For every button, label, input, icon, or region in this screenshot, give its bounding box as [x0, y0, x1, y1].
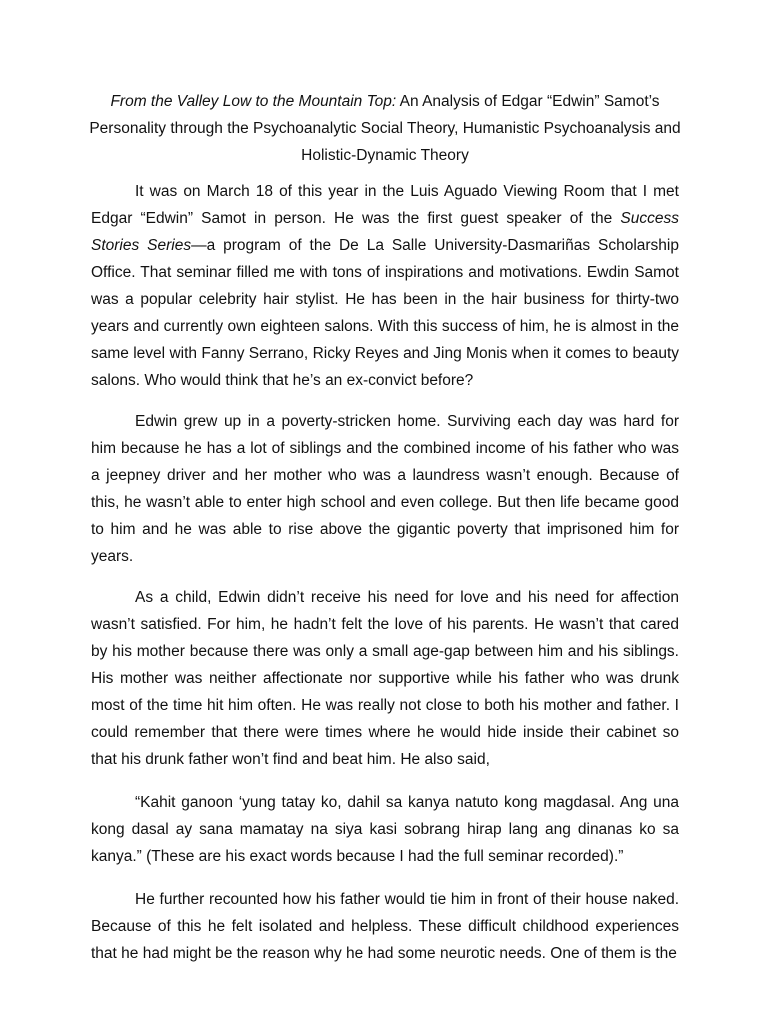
title-italic: From the Valley Low to the Mountain Top: — [110, 93, 397, 110]
paragraph-1-end: —a program of the De La Salle University-Dasmariñas Scholarship Office. That seminar filled me with tons of inspirations and motivations. Ewdin Samot was a popular celebrity hair stylist. He has been in the hair business for thirty-two years and currently own eighteen salons. With this success of him, he is almost in the same level with Fanny Serrano, Ricky Reyes and Jing Monis when it comes to beauty salons. Who would think that he’s an ex-convict before? — [91, 237, 679, 389]
title-rest: An Analysis of Edgar “Edwin” Samot’s Personality through the Psychoanalytic Social Theory, Humanistic Psychoanalysis and Holistic-Dynamic Theory — [89, 93, 681, 164]
paragraph-1 — [91, 178, 679, 394]
paragraph-3: As a child, Edwin didn’t receive his need for love and his need for affection wasn’t satisfied. For him, he hadn’t felt the love of his parents. He wasn’t that cared by his mother because there was only a small age-gap between him and his siblings. His mother was neither affectionate nor supportive while his father who was drunk most of the time hit him often. He was really not close to both his mother and father. I could remember that there were times where he would hide inside their cabinet so that his drunk father won’t find and beat him. He also said, — [91, 589, 679, 768]
quote-paragraph: “Kahit ganoon ‘yung tatay ko, dahil sa kanya natuto kong magdasal. Ang una kong dasal ay sana mamatay na siya kasi sobrang hirap lang ang dinanas ko sa kanya.” (These are his exact words because I had the full seminar recorded).” — [91, 794, 679, 865]
paragraph-4: He further recounted how his father would tie him in front of their house naked. Because of this he felt isolated and helpless. These difficult childhood experiences that he had might be the reason why he had some neurotic needs. One of them is the — [91, 891, 679, 962]
paragraph-1-start: It was on March 18 of this year in the Luis Aguado Viewing Room that I met Edgar “Edwin” Samot in person. He was the first guest speaker of the — [91, 183, 679, 227]
document-title — [79, 88, 691, 169]
series-name: Success Stories Series — [91, 210, 679, 254]
paragraph-2: Edwin grew up in a poverty-stricken home. Surviving each day was hard for him because he has a lot of siblings and the combined income of his father who was a jeepney driver and her mother who was a laundress wasn’t enough. Because of this, he wasn’t able to enter high school and even college. But then life became good to him and he was able to rise above the gigantic poverty that imprisoned him for years. — [91, 413, 679, 565]
document-page — [91, 88, 679, 967]
